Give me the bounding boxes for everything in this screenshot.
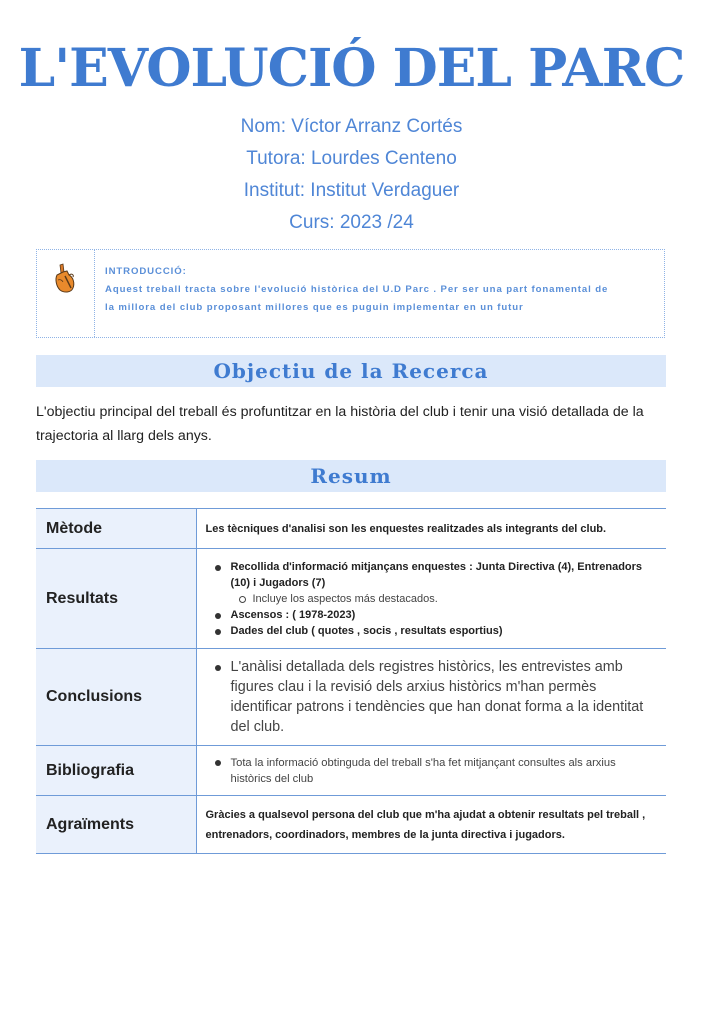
institute-name: Institut: Institut Verdaguer <box>243 180 460 201</box>
introduction-line-1: Aquest treball tracta sobre l'evolució històrica del U.D Parc . Per ser una part fonamental de <box>105 284 609 295</box>
table-row <box>36 649 666 746</box>
results-label: Resultats <box>36 549 196 649</box>
list-item <box>231 559 659 607</box>
hand-pen-icon <box>51 262 79 296</box>
conclusions-label: Conclusions <box>36 649 196 746</box>
introduction-box <box>36 249 665 338</box>
table-row <box>36 746 666 796</box>
results-item-club-data: Dades del club ( quotes , socis , resultats esportius) <box>231 623 659 639</box>
objective-heading: Objectiu de la Recerca <box>36 355 666 387</box>
results-item-surveys: Recollida d'informació mitjançans enquestes : Junta Directiva (4), Entrenadors (10) i Jugadors (7) <box>230 560 643 589</box>
document-title: L'EVOLUCIÓ DEL PARC <box>18 38 685 99</box>
introduction-divider <box>94 250 95 337</box>
thanks-text: Gràcies a qualsevol persona del club que m'ha ajudat a obtenir resultats pel treball , entrenadors, coordinadors, membres de la junta directiva i jugadors. <box>196 796 666 854</box>
author-name: Nom: Víctor Arranz Cortés <box>240 116 463 137</box>
bibliography-item: Tota la informació obtinguda del treball s'ha fet mitjançant consultes als arxius històrics del club <box>231 755 659 787</box>
bibliography-list <box>206 755 659 787</box>
conclusions-list <box>206 657 659 737</box>
summary-heading: Resum <box>36 460 666 492</box>
results-list <box>206 559 659 639</box>
table-row <box>36 509 666 549</box>
bibliography-content <box>196 746 666 796</box>
tutor-name: Tutora: Lourdes Centeno <box>246 148 457 169</box>
table-row <box>36 549 666 649</box>
method-label: Mètode <box>36 509 196 549</box>
results-content <box>196 549 666 649</box>
introduction-label: INTRODUCCIÓ: <box>105 266 187 277</box>
method-text: Les tècniques d'analisi son les enquestes realitzades als integrants del club. <box>196 509 666 549</box>
bibliography-label: Bibliografia <box>36 746 196 796</box>
results-subitem: Incluye los aspectos más destacados. <box>253 591 659 607</box>
course-year: Curs: 2023 /24 <box>289 212 414 233</box>
objective-text: L'objectiu principal del treball és profuntitzar en la història del club i tenir una visió detallada de la trajectoria al llarg dels anys. <box>36 404 644 444</box>
results-item-promotions: Ascensos : ( 1978-2023) <box>231 607 659 623</box>
introduction-line-2: la millora del club proposant millores que es puguin implementar en un futur <box>105 302 524 313</box>
results-sublist <box>231 591 659 607</box>
introduction-text <box>105 263 657 317</box>
conclusions-content <box>196 649 666 746</box>
summary-table <box>36 508 666 854</box>
thanks-label: Agraïments <box>36 796 196 854</box>
table-row <box>36 796 666 854</box>
conclusions-item: L'anàlisi detallada dels registres històrics, les entrevistes amb figures clau i la revisió dels arxius històrics m'han permès identificar patrons i tendències que han donat forma a la identitat del club. <box>231 657 659 737</box>
